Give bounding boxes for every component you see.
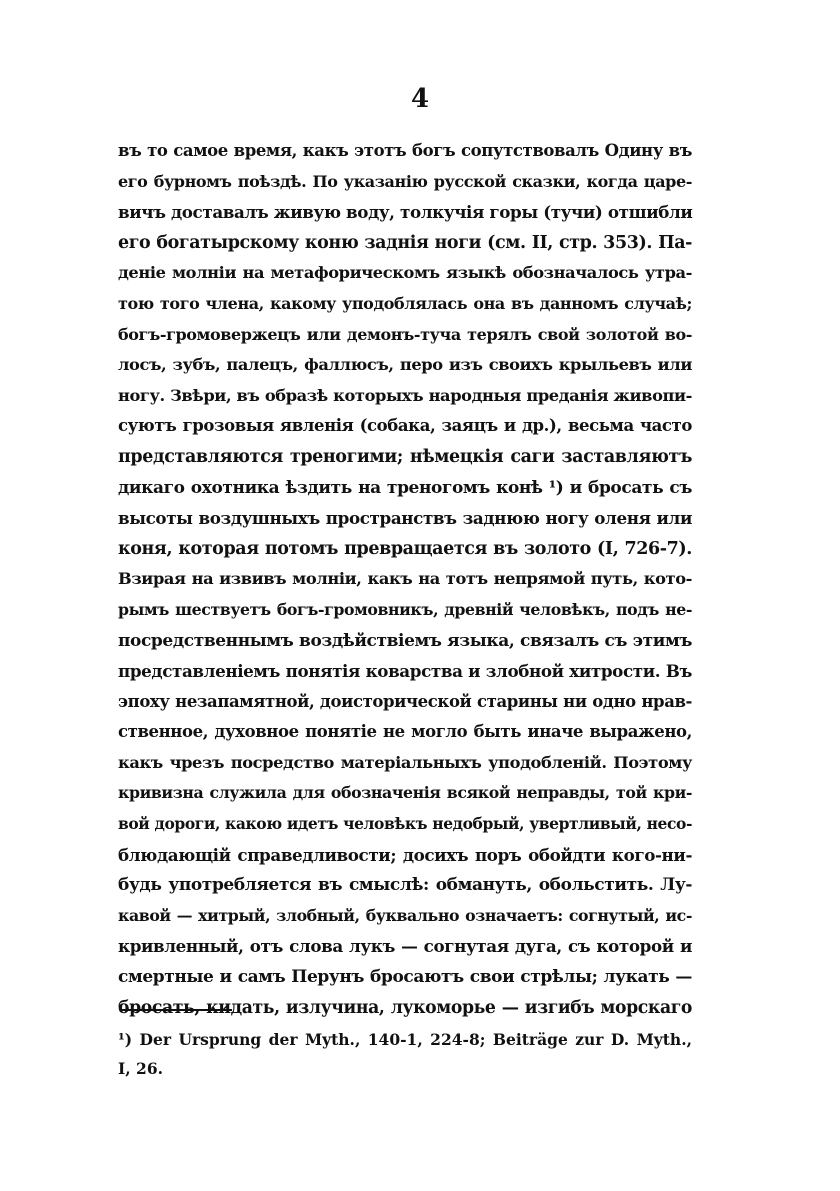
- text-line: Взирая на извивъ молніи, какъ на тотъ непрямой путь, кото-: [118, 569, 692, 589]
- footnote: [118, 1025, 692, 1083]
- text-line: богъ-громовержецъ или демонъ-туча терялъ свой золотой во-: [118, 324, 692, 344]
- text-line: ственное, духовное понятіе не могло быть иначе выражено,: [118, 722, 692, 742]
- text-line: блюдающій справедливости; досихъ поръ обойдти кого-ни-: [118, 844, 692, 865]
- text-line: кавой — хитрый, злобный, буквально означаетъ: согнутый, ис-: [118, 905, 692, 925]
- text-line: суютъ грозовыя явленія (собака, заяцъ и др.), весьма часто: [118, 416, 692, 436]
- text-line: кривизна служила для обозначенія всякой неправды, той кри-: [118, 783, 692, 803]
- text-line: его богатырскому коню заднія ноги (см. II, стр. 353). Па-: [118, 232, 692, 253]
- text-line: высоты воздушныхъ пространствъ заднюю ногу оленя или: [118, 508, 692, 529]
- text-line: коня, которая потомъ превращается въ золото (I, 726-7).: [118, 538, 692, 559]
- text-line: посредственнымъ воздѣйствіемъ языка, связалъ съ этимъ: [118, 630, 692, 651]
- text-line: эпоху незапамятной, доисторической старины ни одно нрав-: [118, 691, 692, 711]
- page-number: 4: [410, 84, 430, 114]
- body-text: [118, 136, 692, 1023]
- footnote-divider: [122, 1009, 232, 1011]
- text-line: будь употребляется въ смыслѣ: обмануть, обольстить. Лу-: [118, 875, 692, 896]
- text-line: вой дороги, какою идетъ человѣкъ недобрый, увертливый, несо-: [118, 814, 692, 834]
- footnote-line: I, 26.: [118, 1059, 164, 1078]
- text-line: вичъ доставалъ живую воду, толкучія горы (тучи) отшибли: [118, 202, 693, 223]
- text-line: рымъ шествуетъ богъ-громовникъ, древній человѣкъ, подъ не-: [118, 599, 692, 619]
- text-line: ногу. Звѣри, въ образѣ которыхъ народныя преданія живопи-: [118, 385, 692, 405]
- text-line: какъ чрезъ посредство матеріальныхъ уподобленій. Поэтому: [118, 752, 692, 772]
- text-line: смертные и самъ Перунъ бросаютъ свои стрѣлы; лукать —: [118, 967, 692, 988]
- text-line: лосъ, зубъ, палецъ, фаллюсъ, перо изъ своихъ крыльевъ или: [118, 355, 692, 375]
- text-line: тою того члена, какому уподоблялась она въ данномъ случаѣ;: [118, 293, 692, 313]
- text-line: представленіемъ понятія коварства и злобной хитрости. Въ: [118, 661, 692, 682]
- text-line: деніе молніи на метафорическомъ языкѣ обозначалось утра-: [118, 263, 692, 283]
- text-line: представляются треногими; нѣмецкія саги заставляютъ: [118, 446, 692, 467]
- text-line: въ то самое время, какъ этотъ богъ сопутствовалъ Одину въ: [118, 141, 692, 160]
- text-line: его бурномъ поѣздѣ. По указанію русской сказки, когда царе-: [118, 171, 692, 191]
- text-line: кривленный, отъ слова лукъ — согнутая дуга, съ которой и: [118, 936, 692, 957]
- text-line: бросать, кидать, излучина, лукоморье — изгибъ морскаго: [118, 997, 692, 1018]
- text-line: дикаго охотника ѣздить на треногомъ конѣ ¹) и бросать съ: [118, 477, 692, 498]
- footnote-line: ¹) Der Ursprung der Myth., 140-1, 224-8; Beiträge zur D. Myth.,: [118, 1030, 692, 1049]
